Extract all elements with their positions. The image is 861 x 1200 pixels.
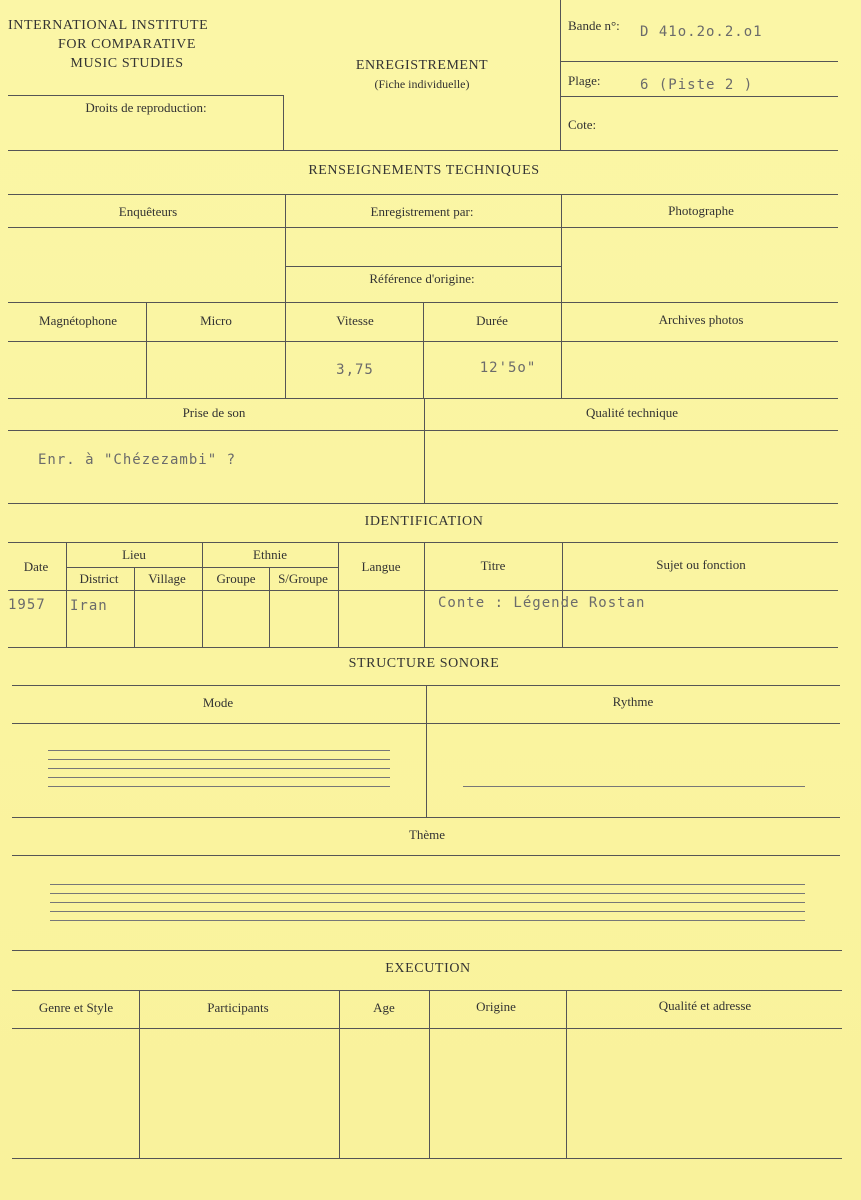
rule bbox=[560, 96, 838, 97]
tech-heading: RENSEIGNEMENTS TECHNIQUES bbox=[308, 163, 540, 178]
sgroupe-header: S/Groupe bbox=[278, 571, 328, 586]
sujet-header: Sujet ou fonction bbox=[656, 557, 746, 572]
magnetophone-label: Magnétophone bbox=[39, 313, 117, 328]
vitesse-label: Vitesse bbox=[336, 313, 374, 328]
staff-line bbox=[50, 902, 805, 903]
staff-line bbox=[50, 911, 805, 912]
rule bbox=[8, 503, 838, 504]
rule bbox=[8, 95, 283, 96]
rule bbox=[283, 95, 284, 150]
rule bbox=[66, 542, 67, 647]
rule bbox=[8, 150, 838, 151]
row-district: Iran bbox=[70, 598, 108, 614]
rule bbox=[12, 855, 840, 856]
rule bbox=[12, 1158, 842, 1159]
staff-line bbox=[48, 768, 390, 769]
bande-value: D 41o.2o.2.o1 bbox=[640, 24, 763, 40]
rule bbox=[423, 302, 424, 398]
staff-line bbox=[48, 750, 390, 751]
form-title: ENREGISTREMENT bbox=[355, 58, 489, 73]
rule bbox=[285, 194, 286, 302]
enqueteurs-label: Enquêteurs bbox=[118, 204, 178, 219]
rule bbox=[134, 567, 135, 647]
plage-value: 6 (Piste 2 ) bbox=[640, 77, 754, 93]
origine-header: Origine bbox=[476, 999, 516, 1014]
row-titre: Conte : Légende Rostan bbox=[438, 595, 646, 611]
qualite-adresse-header: Qualité et adresse bbox=[658, 998, 752, 1013]
rule bbox=[12, 723, 840, 724]
rule bbox=[566, 990, 567, 1158]
rule bbox=[560, 61, 838, 62]
lieu-header: Lieu bbox=[122, 547, 146, 562]
form-subtitle: (Fiche individuelle) bbox=[374, 77, 470, 91]
rule bbox=[12, 990, 842, 991]
archives-photos-label: Archives photos bbox=[658, 312, 744, 327]
row-date: 1957 bbox=[8, 597, 46, 613]
langue-header: Langue bbox=[361, 559, 401, 574]
rule bbox=[8, 647, 838, 648]
rule bbox=[285, 302, 286, 398]
rule bbox=[8, 590, 838, 591]
vitesse-value: 3,75 bbox=[336, 362, 374, 378]
plage-label: Plage: bbox=[568, 73, 601, 88]
rythme-line bbox=[463, 786, 805, 787]
village-header: Village bbox=[148, 571, 186, 586]
staff-line bbox=[48, 759, 390, 760]
institute-name-line1: INTERNATIONAL INSTITUTE bbox=[8, 18, 209, 33]
age-header: Age bbox=[373, 1000, 395, 1015]
rule bbox=[8, 542, 838, 543]
staff-line bbox=[50, 884, 805, 885]
institute-name-line3: MUSIC STUDIES bbox=[70, 56, 184, 71]
rule bbox=[424, 542, 425, 647]
duree-value: 12'5o" bbox=[479, 360, 537, 376]
rule bbox=[429, 990, 430, 1158]
rule bbox=[424, 398, 425, 503]
genre-style-header: Genre et Style bbox=[38, 1000, 114, 1015]
rule bbox=[338, 542, 339, 647]
rule bbox=[12, 1028, 842, 1029]
rule bbox=[8, 398, 838, 399]
rule bbox=[561, 302, 562, 398]
rule bbox=[8, 341, 838, 342]
mode-label: Mode bbox=[202, 695, 234, 710]
participants-header: Participants bbox=[207, 1000, 269, 1015]
groupe-header: Groupe bbox=[216, 571, 256, 586]
enregistrement-par-label: Enregistrement par: bbox=[370, 204, 474, 219]
ethnie-header: Ethnie bbox=[253, 547, 287, 562]
rule bbox=[560, 0, 561, 150]
prise-de-son-label: Prise de son bbox=[182, 405, 246, 420]
bande-label: Bande n°: bbox=[568, 18, 620, 33]
rule bbox=[12, 950, 842, 951]
execution-heading: EXECUTION bbox=[385, 961, 471, 976]
staff-line bbox=[50, 893, 805, 894]
theme-label: Thème bbox=[408, 827, 446, 842]
rule bbox=[269, 567, 270, 647]
rule bbox=[426, 685, 427, 817]
rule bbox=[12, 817, 840, 818]
droits-label: Droits de reproduction: bbox=[85, 100, 207, 115]
district-header: District bbox=[79, 571, 119, 586]
institute-name-line2: FOR COMPARATIVE bbox=[57, 37, 197, 52]
staff-line bbox=[48, 786, 390, 787]
cote-label: Cote: bbox=[568, 117, 597, 132]
qualite-technique-label: Qualité technique bbox=[585, 405, 679, 420]
photographe-label: Photographe bbox=[668, 203, 734, 218]
duree-label: Durée bbox=[476, 313, 508, 328]
staff-line bbox=[50, 920, 805, 921]
rule bbox=[202, 542, 203, 647]
reference-label: Référence d'origine: bbox=[369, 271, 475, 286]
rule bbox=[8, 227, 838, 228]
staff-line bbox=[48, 777, 390, 778]
rule bbox=[285, 266, 561, 267]
rule bbox=[561, 194, 562, 302]
structure-heading: STRUCTURE SONORE bbox=[348, 656, 500, 671]
rule bbox=[139, 990, 140, 1158]
rythme-label: Rythme bbox=[612, 694, 654, 709]
rule bbox=[339, 990, 340, 1158]
identification-heading: IDENTIFICATION bbox=[364, 514, 484, 529]
rule bbox=[146, 302, 147, 398]
rule bbox=[8, 430, 838, 431]
rule bbox=[8, 194, 838, 195]
titre-header: Titre bbox=[480, 558, 506, 573]
date-header: Date bbox=[23, 559, 49, 574]
prise-de-son-value: Enr. à "Chézezambi" ? bbox=[38, 452, 237, 468]
micro-label: Micro bbox=[200, 313, 232, 328]
